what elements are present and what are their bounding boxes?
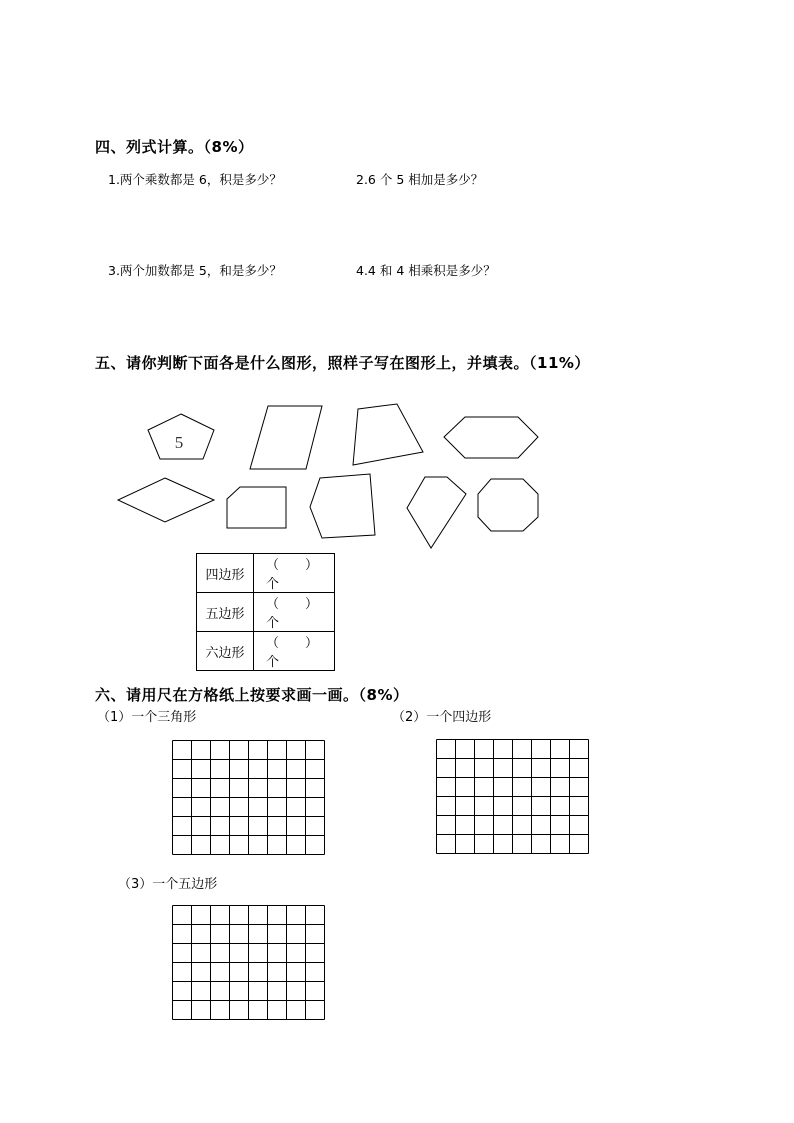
section-5-title: 五、请你判断下面各是什么图形，照样子写在图形上，并填表。（11%） <box>95 354 590 372</box>
table-blank-cell[interactable]: （ ）个 <box>254 554 335 593</box>
shape-count-table <box>196 553 335 671</box>
table-row <box>197 632 335 671</box>
question-3: 3.两个加数都是 5，和是多少？ <box>108 263 282 278</box>
rhombus-shape <box>118 478 214 522</box>
grid-paper-3[interactable] <box>172 905 326 1021</box>
section-6-title: 六、请用尺在方格纸上按要求画一画。（8%） <box>95 686 409 704</box>
question-4: 4.4 和 4 相乘积是多少？ <box>356 263 496 278</box>
table-shape-cell: 五边形 <box>197 593 254 632</box>
grid-paper-1[interactable] <box>172 740 326 856</box>
pentagon-shape-4 <box>407 477 466 548</box>
table-blank-cell[interactable]: （ ）个 <box>254 632 335 671</box>
task-1-label: （1）一个三角形 <box>97 710 197 725</box>
question-2: 2.6 个 5 相加是多少？ <box>356 172 484 187</box>
octagon-shape <box>478 479 538 531</box>
table-row <box>197 593 335 632</box>
grid-paper-2[interactable] <box>436 739 590 855</box>
table-shape-cell: 六边形 <box>197 632 254 671</box>
pentagon-shape-3 <box>310 474 375 538</box>
hexagon-shape-1 <box>444 417 538 458</box>
task-2-label: （2）一个四边形 <box>392 710 492 725</box>
section-4-title: 四、列式计算。（8%） <box>95 138 254 156</box>
pentagon-example-label: 5 <box>174 433 184 452</box>
table-shape-cell: 四边形 <box>197 554 254 593</box>
quadrilateral-shape-1 <box>353 404 423 465</box>
pentagon-shape-2 <box>227 487 286 528</box>
table-row <box>197 554 335 593</box>
task-3-label: （3）一个五边形 <box>118 877 218 892</box>
parallelogram-shape <box>250 406 322 469</box>
table-blank-cell[interactable]: （ ）个 <box>254 593 335 632</box>
question-1: 1.两个乘数都是 6，积是多少？ <box>108 172 282 187</box>
